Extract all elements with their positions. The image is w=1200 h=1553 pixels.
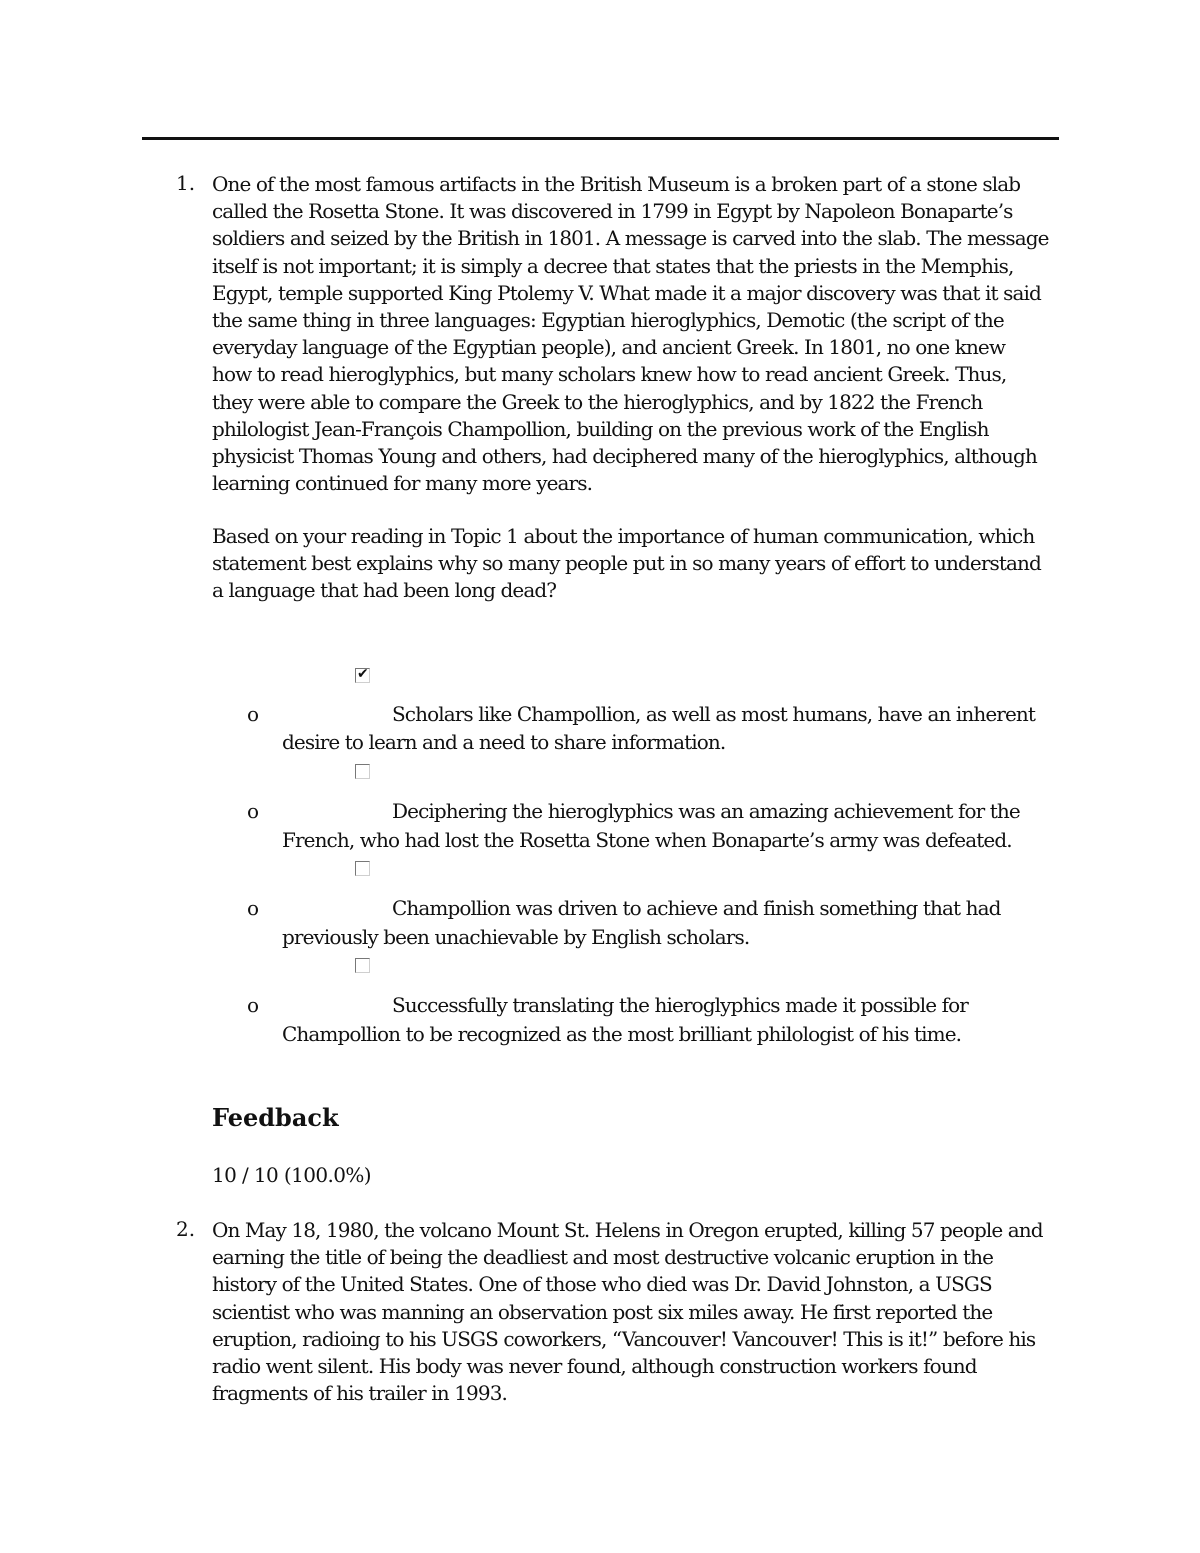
prompt-line: a language that had been long dead? (212, 578, 557, 603)
bullet-icon: o (247, 993, 260, 1017)
bullet-icon: o (247, 799, 260, 823)
answer-option-3-text: Champollion was driven to achieve and finish something that had (392, 896, 1001, 920)
passage-line: how to read hieroglyphics, but many scholars knew how to read ancient Greek. Thus, (212, 362, 1007, 387)
checkmark-icon: ✔ (357, 666, 369, 682)
passage-line: itself is not important; it is simply a decree that states that the priests in the Memphis, (212, 253, 1014, 278)
passage-line: soldiers and seized by the British in 1801. A message is carved into the slab. The message (212, 226, 1049, 251)
question-2-number: 2. (176, 1217, 196, 1241)
horizontal-rule (142, 137, 1059, 140)
feedback-heading: Feedback (212, 1103, 339, 1132)
passage-line: Egypt, temple supported King Ptolemy V. What made it a major discovery was that it said (212, 280, 1041, 305)
passage-line: radio went silent. His body was never found, although construction workers found (212, 1354, 977, 1379)
question-1-prompt (212, 523, 1072, 605)
prompt-line: Based on your reading in Topic 1 about the importance of human communication, which (212, 524, 1035, 548)
passage-line: fragments of his trailer in 1993. (212, 1381, 507, 1406)
passage-line: eruption, radioing to his USGS coworkers, “Vancouver! Vancouver! This is it!” before his (212, 1326, 1036, 1351)
passage-line: scientist who was manning an observation post six miles away. He first reported the (212, 1299, 993, 1324)
answer-option-4-text-cont: Champollion to be recognized as the most brilliant philologist of his time. (282, 1022, 962, 1046)
answer-option-2-text: Deciphering the hieroglyphics was an amazing achievement for the (392, 799, 1020, 823)
bullet-icon: o (247, 702, 260, 726)
passage-line: On May 18, 1980, the volcano Mount St. Helens in Oregon erupted, killing 57 people and (212, 1218, 1043, 1242)
passage-line: philologist Jean-François Champollion, building on the previous work of the English (212, 416, 989, 441)
passage-line: One of the most famous artifacts in the British Museum is a broken part of a stone slab (212, 172, 1021, 196)
passage-line: earning the title of being the deadliest and most destructive volcanic eruption in the (212, 1245, 994, 1270)
answer-option-3-text-cont: previously been unachievable by English scholars. (282, 925, 750, 949)
answer-checkbox-3[interactable] (355, 861, 370, 876)
bullet-icon: o (247, 896, 260, 920)
question-1-number: 1. (176, 171, 196, 195)
question-1-passage (212, 171, 1072, 497)
passage-line: physicist Thomas Young and others, had deciphered many of the hieroglyphics, although (212, 444, 1037, 469)
passage-line: the same thing in three languages: Egyptian hieroglyphics, Demotic (the script of the (212, 308, 1004, 333)
answer-checkbox-1[interactable] (355, 668, 370, 683)
score-text: 10 / 10 (100.0%) (212, 1163, 371, 1187)
passage-line: they were able to compare the Greek to the hieroglyphics, and by 1822 the French (212, 389, 983, 414)
passage-line: history of the United States. One of those who died was Dr. David Johnston, a USGS (212, 1272, 992, 1297)
answer-checkbox-4[interactable] (355, 958, 370, 973)
answer-checkbox-2[interactable] (355, 764, 370, 779)
passage-line: learning continued for many more years. (212, 471, 593, 496)
passage-line: called the Rosetta Stone. It was discovered in 1799 in Egypt by Napoleon Bonaparte’s (212, 199, 1013, 224)
answer-option-1-text-cont: desire to learn and a need to share information. (282, 730, 726, 754)
answer-option-1-text: Scholars like Champollion, as well as most humans, have an inherent (392, 702, 1036, 726)
answer-option-4-text: Successfully translating the hieroglyphics made it possible for (392, 993, 968, 1017)
question-2-passage (212, 1217, 1072, 1407)
passage-line: everyday language of the Egyptian people), and ancient Greek. In 1801, no one knew (212, 335, 1006, 360)
answer-option-2-text-cont: French, who had lost the Rosetta Stone when Bonaparte’s army was defeated. (282, 828, 1012, 852)
prompt-line: statement best explains why so many people put in so many years of effort to understand (212, 551, 1041, 576)
